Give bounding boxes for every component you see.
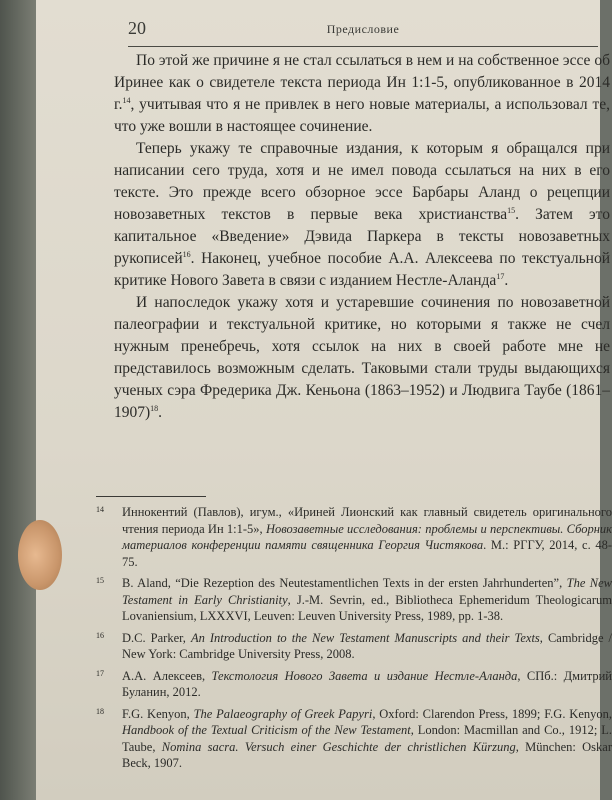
- footnote-title: The New Testament in Early Christianity: [122, 576, 612, 607]
- footnote-run: , Cambridge / New York: Cambridge University Press, 2008.: [122, 630, 612, 661]
- paragraph-text: , учитывая что я не привлек в него новые материалы, а использовал те, что уже вошли в настоящее сочинение.: [114, 96, 610, 135]
- page-number: 20: [128, 18, 146, 38]
- footnote-title: Nomina sacra. Versuch einer Geschichte der christlichen Kürzung: [161, 739, 516, 754]
- footnotes: [92, 504, 612, 777]
- footnote-text: [122, 668, 612, 701]
- running-title: Предисловие: [326, 22, 400, 36]
- footnote-run: , München: Oskar Beck, 1907.: [122, 739, 612, 770]
- footnote-run: , Oxford: Clarendon Press, 1899; F.G. Kenyon,: [372, 706, 612, 721]
- footnote-run: F.G. Kenyon,: [122, 706, 194, 721]
- footnote-number: 16: [96, 630, 104, 640]
- paragraph-3: [114, 292, 610, 424]
- book-page: [36, 0, 612, 800]
- paragraph-text: И напоследок укажу хотя и устаревшие сочинения по новозаветной палеографии и текстуальной критике, но которыми я также не счел нужным пренебречь, хотя ссылок на них в своей работе мне не представилось возможным сделать. Таковыми стали труды выдающихся ученых сэра Фредерика Дж. Кеньона (1863–1952) и Людвига Таубе (1861–1907): [114, 294, 610, 421]
- background-edge: [0, 0, 36, 800]
- footnote-text: [122, 504, 612, 570]
- footnote-17: [92, 668, 612, 701]
- paragraph-text: .: [158, 404, 163, 421]
- footnote-run: , СПб.: Дмитрий Буланин, 2012.: [122, 668, 612, 699]
- footnote-ref: 17: [496, 271, 505, 281]
- footnote-run: B. Aland, “Die Rezeption des Neutestamentlichen Texts in der ersten Jahrhunderten”,: [122, 576, 567, 590]
- paragraph-text: Теперь укажу те справочные издания, к которым я обращался при написании сего труда, хотя и не имел повода ссылаться на них в его тексте. Это прежде всего обзорное эссе Барбары Аланд о рецепции новозаветных текстов в первые века христианства: [114, 140, 610, 223]
- footnote-number: 18: [96, 706, 104, 716]
- paragraph-text: . Наконец, учебное пособие А.А. Алексеева по текстуальной критике Нового Завета в связи с изданием Нестле-Аланда: [114, 250, 610, 289]
- footnote-ref: 15: [507, 205, 516, 215]
- footnote-run: Иннокентий (Павлов), игум., «Ириней Лионский как главный свидетель оригинального чтения периода Ин 1:1-5»,: [122, 505, 612, 536]
- paragraph-text: По этой же причине я не стал ссылаться в нем и на собственное эссе об Иринее как о свидетеле текста периода Ин 1:1-5, опубликованное в 2014 г.: [114, 52, 610, 113]
- footnote-run: D.C. Parker,: [122, 630, 191, 645]
- footnote-18: [92, 706, 612, 772]
- paragraph-text: . Затем это капитальное «Введение» Дэвида Паркера в тексты новозаветных рукописей: [114, 206, 610, 267]
- paragraph-text: .: [504, 272, 509, 289]
- footnote-text: [122, 706, 612, 772]
- footnote-text: [122, 630, 612, 663]
- footnote-title: Текстология Нового Завета и издание Нестле-Аланда: [211, 668, 518, 683]
- paragraph-1: [114, 50, 610, 138]
- thumb: [18, 520, 62, 590]
- footnote-run: А.А. Алексеев,: [122, 668, 212, 683]
- paragraph-2: [114, 138, 610, 292]
- footnote-run: . М.: РГГУ, 2014, с. 48-75.: [122, 538, 612, 569]
- footnote-ref: 18: [150, 403, 159, 413]
- footnote-title: Handbook of the Textual Criticism of the New Testament: [122, 723, 411, 737]
- footnote-run: , J.-M. Sevrin, ed., Bibliotheca Ephemeridum Theologicarum Lovaniensium, LXXXVI, Leuven: Leuven University Press, 1989, pp. 1-38.: [122, 592, 612, 623]
- page-header: [128, 14, 598, 47]
- footnote-number: 14: [96, 505, 104, 514]
- footnote-title: An Introduction to the New Testament Manuscripts and their Texts: [190, 630, 540, 645]
- footnote-number: 15: [96, 576, 104, 585]
- footnote-title: Новозаветные исследования: проблемы и перспективы. Сборник материалов конференции памяти священника Георгия Чистякова: [122, 521, 612, 552]
- footnote-ref: 14: [122, 95, 131, 105]
- footnote-number: 17: [96, 668, 104, 678]
- footnote-16: [92, 630, 612, 663]
- footnote-text: [122, 575, 612, 625]
- footnote-15: [92, 575, 612, 625]
- footnote-14: [92, 504, 612, 570]
- footnote-separator: [96, 496, 206, 497]
- footnote-title: The Palaeography of Greek Papyri: [193, 706, 373, 721]
- main-text: [114, 50, 610, 424]
- footnote-ref: 16: [182, 249, 191, 259]
- footnote-run: , London: Macmillan and Co., 1912; L. Taube,: [122, 723, 612, 754]
